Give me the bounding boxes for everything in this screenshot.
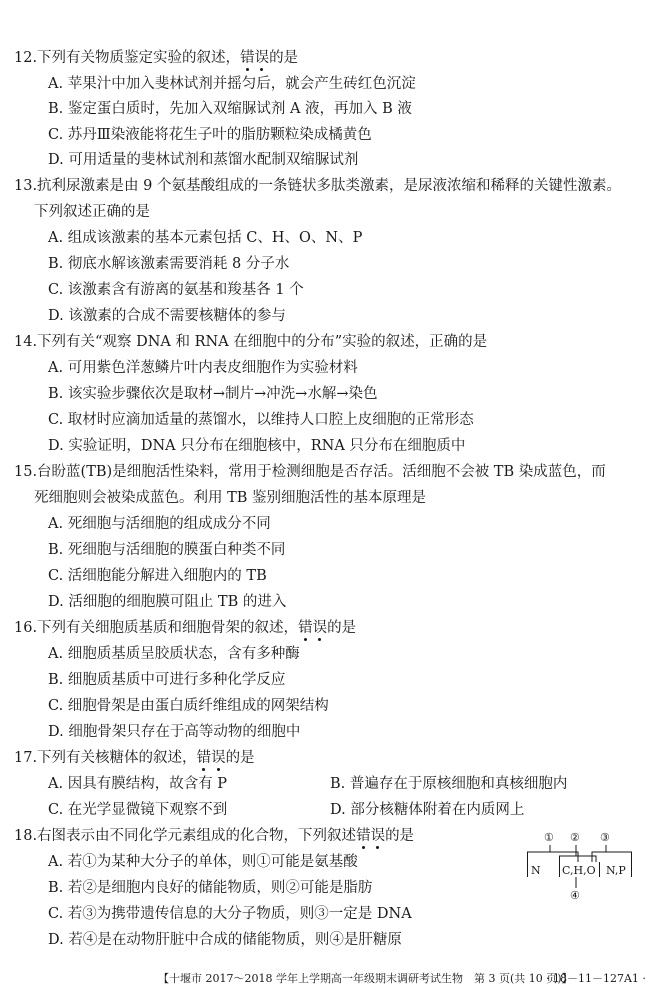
emphasis-char: 误	[254, 50, 270, 66]
question-13-stem-line1: 13.抗利尿激素是由 9 个氨基酸组成的一条链状多肽类激素，是尿液浓缩和稀释的关键性激素。	[14, 178, 621, 194]
question-18-option-d: D. 若④是在动物肝脏中合成的储能物质，则④是肝糖原	[48, 932, 402, 948]
question-12-option-d: D. 可用适量的斐林试剂和蒸馏水配制双缩脲试剂	[48, 152, 359, 168]
question-15-stem-line2: 死细胞则会被染成蓝色。利用 TB 鉴别细胞活性的基本原理是	[34, 490, 427, 506]
question-14-option-a: A. 可用紫色洋葱鳞片叶内表皮细胞作为实验材料	[48, 360, 358, 376]
document-code: · 18－11－127A1 ·	[546, 972, 646, 985]
question-13-option-d: D. 该激素的合成不需要核糖体的参与	[48, 308, 286, 324]
question-14-option-b: B. 该实验步骤依次是取材→制片→冲洗→水解→染色	[48, 386, 378, 402]
question-18-option-c: C. 若③为携带遗传信息的大分子物质，则③一定是 DNA	[48, 906, 412, 922]
question-15-option-c: C. 活细胞能分解进入细胞内的 TB	[48, 568, 267, 584]
emphasis-char: 错	[298, 620, 313, 636]
emphasis-char: 误	[211, 750, 226, 766]
question-18-stem: 18.右图表示由不同化学元素组成的化合物，下列叙述错误的是	[14, 828, 415, 844]
diagram-box-np: N,P	[606, 864, 626, 877]
question-17-option-b: B. 普遍存在于原核细胞和真核细胞内	[330, 776, 568, 792]
question-15-option-d: D. 活细胞的细胞膜可阻止 TB 的进入	[48, 594, 287, 610]
emphasis-char: 误	[370, 828, 386, 844]
question-12-option-c: C. 苏丹Ⅲ染液能将花生子叶的脂肪颗粒染成橘黄色	[48, 127, 372, 143]
question-15-stem-line1: 15.台盼蓝(TB)是细胞活性染料，常用于检测细胞是否存活。活细胞不会被 TB 染成蓝色，而	[14, 464, 606, 480]
question-16-option-d: D. 细胞骨架只存在于高等动物的细胞中	[48, 724, 301, 740]
question-17-option-c: C. 在光学显微镜下观察不到	[48, 802, 228, 818]
question-13-stem-line2: 下列叙述正确的是	[34, 204, 150, 220]
question-12-stem: 12.下列有关物质鉴定实验的叙述，错误的是	[14, 50, 299, 66]
question-16-option-b: B. 细胞质基质中可进行多种化学反应	[48, 672, 286, 688]
question-17-stem: 17.下列有关核糖体的叙述，错误的是	[14, 750, 255, 766]
question-14-stem: 14.下列有关“观察 DNA 和 RNA 在细胞中的分布”实验的叙述，正确的是	[14, 334, 488, 350]
diagram-box-n: N	[531, 864, 541, 877]
diagram-box-cho: C,H,O	[562, 864, 596, 877]
question-18-option-a: A. 若①为某种大分子的单体，则①可能是氨基酸	[48, 854, 358, 870]
question-15-option-b: B. 死细胞与活细胞的膜蛋白种类不同	[48, 542, 286, 558]
question-13-option-c: C. 该激素含有游离的氨基和羧基各 1 个	[48, 282, 304, 298]
question-15-option-a: A. 死细胞与活细胞的组成成分不同	[48, 516, 271, 532]
emphasis-char: 错	[196, 750, 212, 766]
page-footer: 【十堰市 2017～2018 学年上学期高一年级期末调研考试生物 第 3 页(共 10 页)】	[158, 972, 573, 985]
diagram-label-1: ①	[544, 831, 554, 844]
diagram-label-4: ④	[570, 889, 580, 902]
question-17-option-a: A. 因具有膜结构，故含有 P	[48, 776, 228, 792]
emphasis-char: 误	[312, 620, 328, 636]
emphasis-char: 错	[240, 50, 255, 66]
diagram-label-3: ③	[600, 831, 610, 844]
question-16-option-c: C. 细胞骨架是由蛋白质纤维组成的网架结构	[48, 698, 329, 714]
question-18-option-b: B. 若②是细胞内良好的储能物质，则②可能是脂肪	[48, 880, 373, 896]
diagram-label-2: ②	[570, 831, 580, 844]
question-12-option-b: B. 鉴定蛋白质时，先加入双缩脲试剂 A 液，再加入 B 液	[48, 101, 412, 117]
question-14-option-d: D. 实验证明，DNA 只分布在细胞核中，RNA 只分布在细胞质中	[48, 438, 466, 454]
question-12-option-a: A. 苹果汁中加入斐林试剂并摇匀后，就会产生砖红色沉淀	[48, 76, 416, 92]
question-17-option-d: D. 部分核糖体附着在内质网上	[330, 802, 525, 818]
question-16-option-a: A. 细胞质基质呈胶质状态，含有多种酶	[48, 646, 300, 662]
question-13-option-a: A. 组成该激素的基本元素包括 C、H、O、N、P	[48, 230, 363, 246]
question-16-stem: 16.下列有关细胞质基质和细胞骨架的叙述，错误的是	[14, 620, 357, 636]
question-14-option-c: C. 取材时应滴加适量的蒸馏水，以维持人口腔上皮细胞的正常形态	[48, 412, 474, 428]
question-13-option-b: B. 彻底水解该激素需要消耗 8 分子水	[48, 256, 290, 272]
element-composition-diagram	[522, 828, 638, 908]
emphasis-char: 错	[356, 828, 371, 844]
